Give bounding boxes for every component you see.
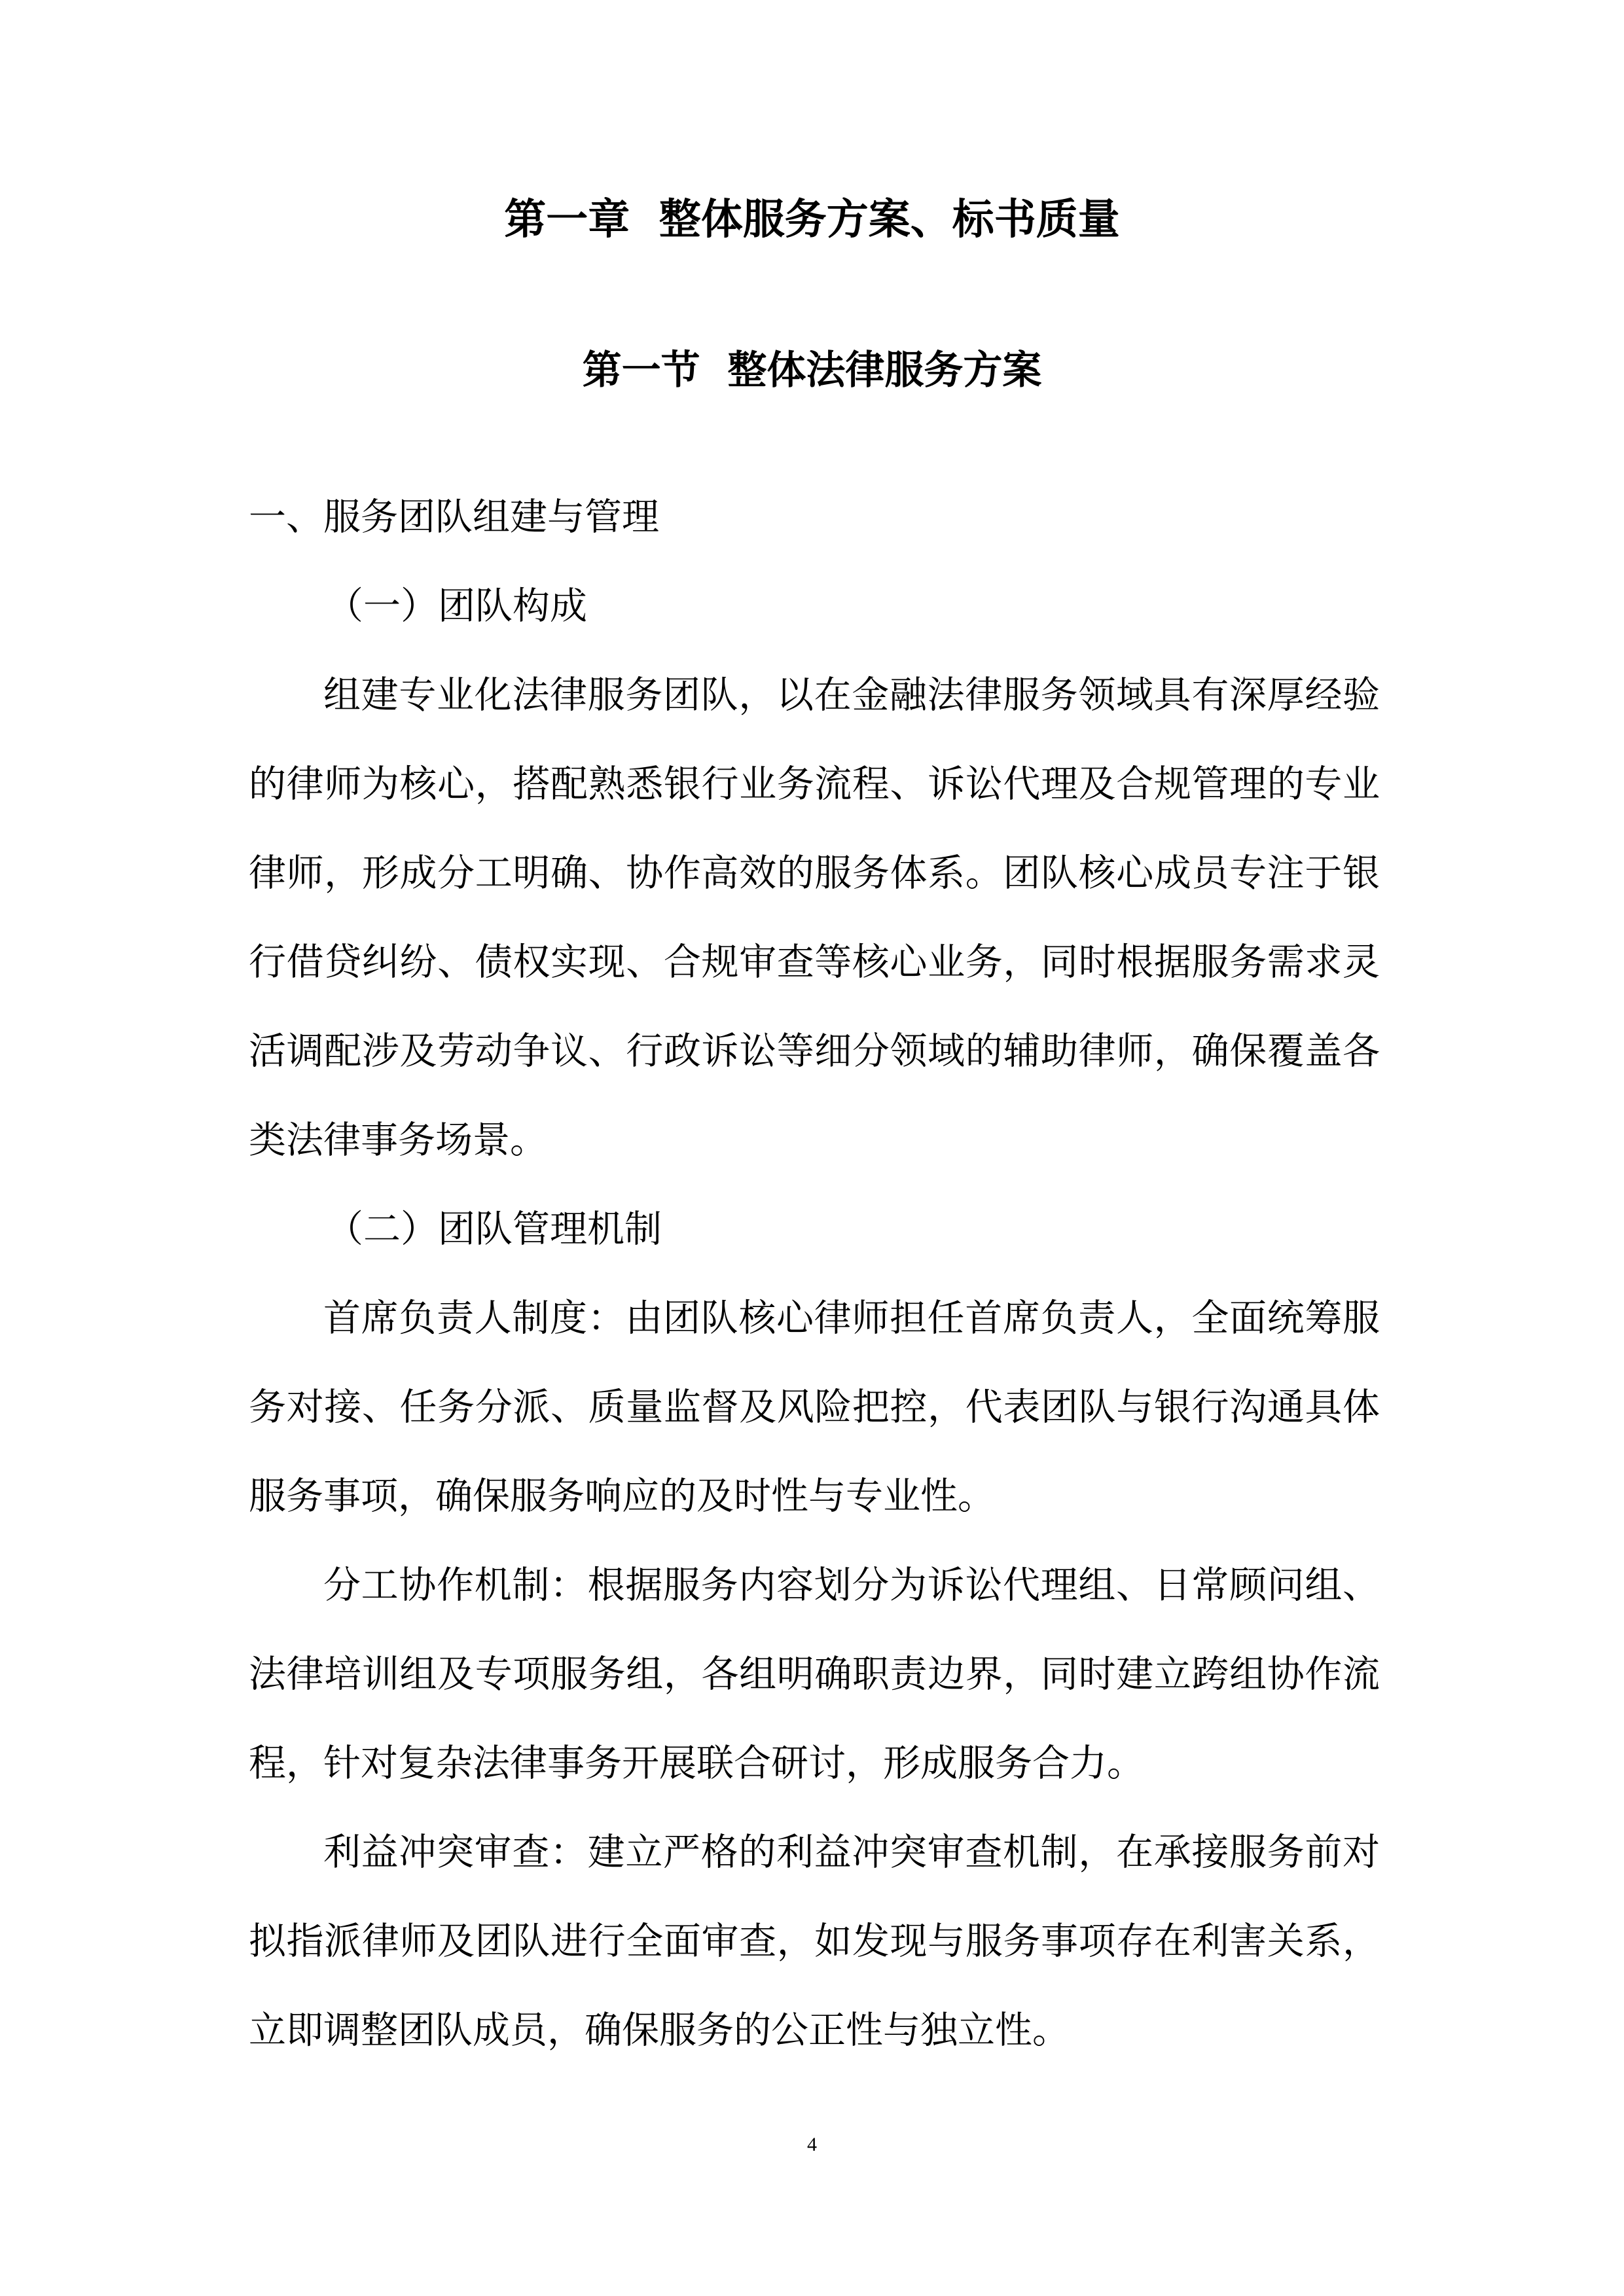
- paragraph-line: 的律师为核心，搭配熟悉银行业务流程、诉讼代理及合规管理的专业: [249, 762, 1380, 806]
- subheading-team-composition: （一）团队构成: [326, 584, 587, 628]
- heading-team-building: 一、服务团队组建与管理: [249, 495, 659, 539]
- paragraph-line: 行借贷纠纷、债权实现、合规审查等核心业务，同时根据服务需求灵: [249, 941, 1380, 984]
- paragraph-line: 首席负责人制度：由团队核心律师担任首席负责人，全面统筹服: [323, 1297, 1380, 1340]
- paragraph-line: 活调配涉及劳动争议、行政诉讼等细分领域的辅助律师，确保覆盖各: [249, 1030, 1380, 1073]
- paragraph-line: 法律培训组及专项服务组，各组明确职责边界，同时建立跨组协作流: [249, 1653, 1380, 1696]
- paragraph-line: 类法律事务场景。: [249, 1119, 547, 1162]
- paragraph-line: 拟指派律师及团队进行全面审查，如发现与服务事项存在利害关系，: [249, 1920, 1380, 1963]
- subheading-team-management: （二）团队管理机制: [326, 1208, 662, 1251]
- paragraph-line: 利益冲突审查：建立严格的利益冲突审查机制，在承接服务前对: [323, 1831, 1380, 1874]
- page-number: 4: [807, 2134, 817, 2155]
- paragraph-line: 服务事项，确保服务响应的及时性与专业性。: [249, 1475, 995, 1518]
- chapter-title: 第一章 整体服务方案、标书质量: [504, 196, 1120, 244]
- paragraph-line: 立即调整团队成员，确保服务的公正性与独立性。: [249, 2009, 1070, 2052]
- paragraph-line: 程，针对复杂法律事务开展联合研讨，形成服务合力。: [249, 1742, 1144, 1785]
- paragraph-line: 组建专业化法律服务团队，以在金融法律服务领域具有深厚经验: [323, 673, 1380, 717]
- section-title: 第一节 整体法律服务方案: [582, 348, 1042, 393]
- paragraph-line: 分工协作机制：根据服务内容划分为诉讼代理组、日常顾问组、: [323, 1564, 1380, 1607]
- paragraph-line: 务对接、任务分派、质量监督及风险把控，代表团队与银行沟通具体: [249, 1386, 1380, 1429]
- paragraph-line: 律师，形成分工明确、协作高效的服务体系。团队核心成员专注于银: [249, 852, 1380, 895]
